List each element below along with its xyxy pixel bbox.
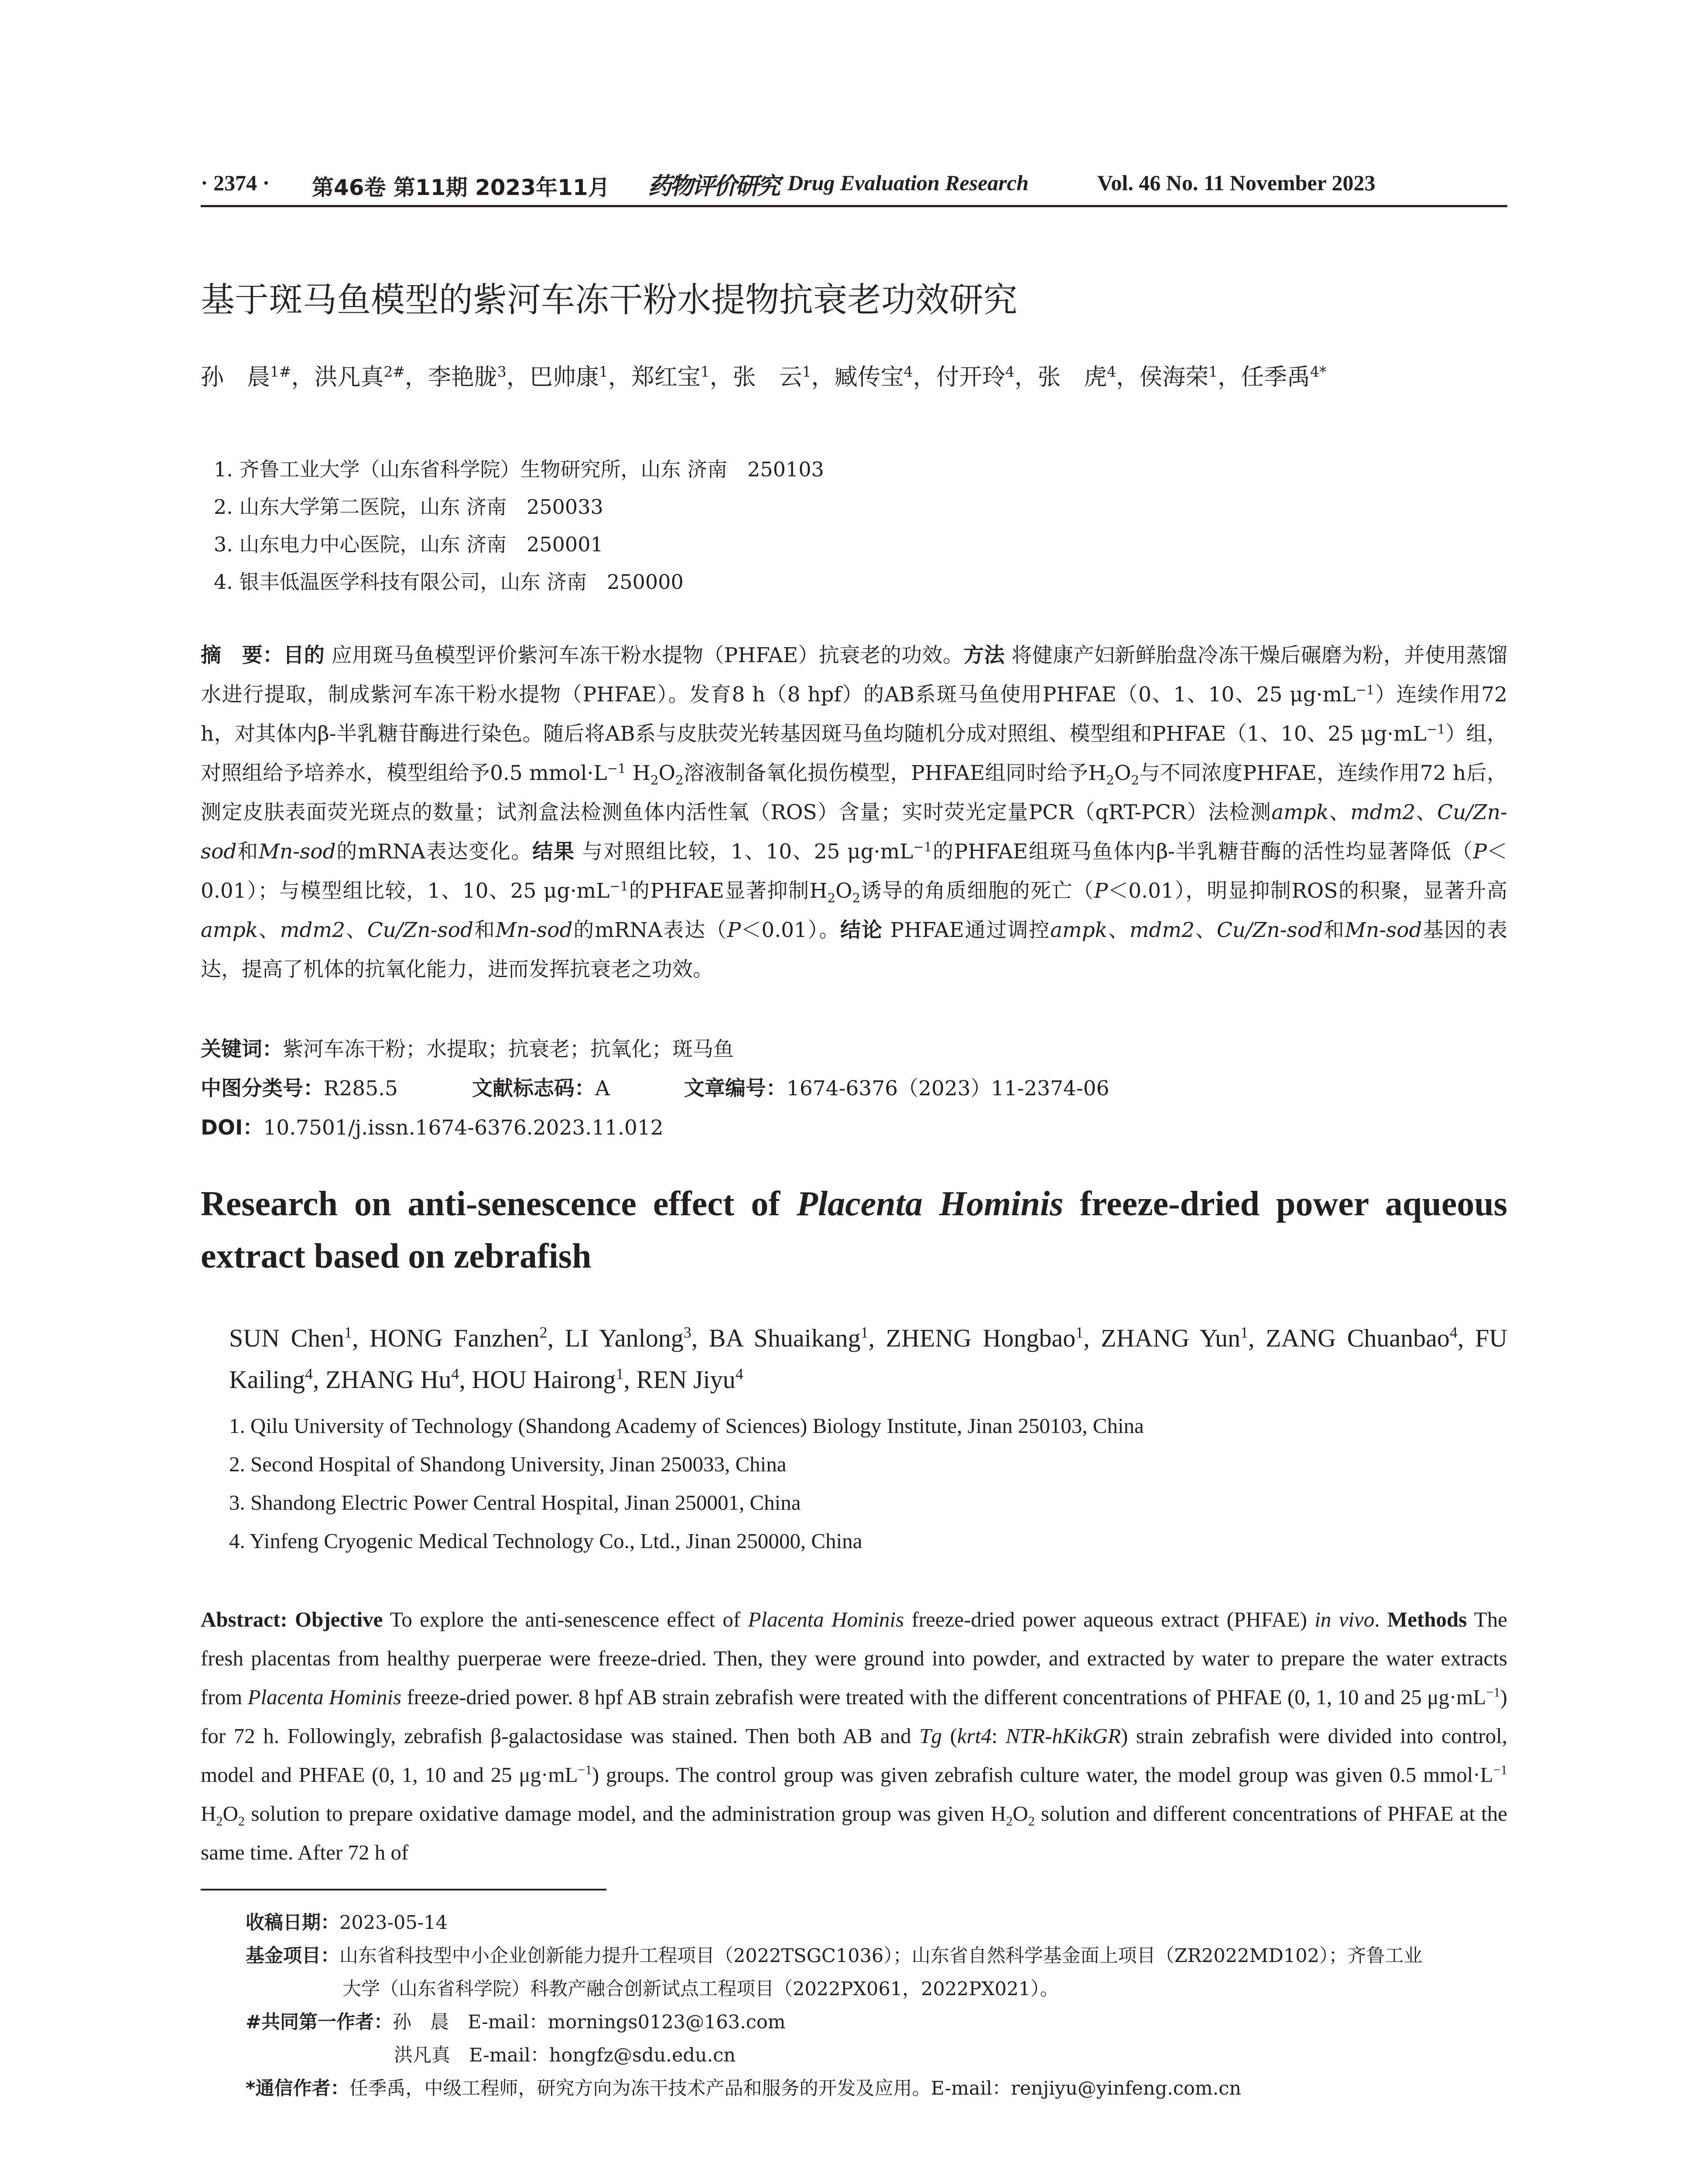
footnote-first-authors: #共同第一作者：孙 晨 E-mail：mornings0123@163.com 洪凡真 E-mail：hongfz@sdu.edu.cn	[246, 2011, 786, 2066]
author-cn: 孙 晨$^{1\#}$	[201, 363, 291, 390]
en-affiliation: 3. Shandong Electric Power Central Hospital, Jinan 250001, China	[229, 1490, 801, 1514]
en-affiliation: 1. Qilu University of Technology (Shandong Academy of Sciences) Biology Institute, Jinan 250103, China	[229, 1414, 1144, 1438]
classification-line: 中图分类号：R285.5 文献标志码：A 文章编号：1674-6376（2023）11-2374-06	[201, 1077, 1109, 1101]
author-cn: 张 虎$^4$	[1037, 363, 1116, 390]
author-en: LI Yanlong$^3$	[565, 1323, 691, 1352]
author-cn: 洪凡真$^{2\#}$	[314, 363, 405, 390]
cn-abstract: 摘 要：目的 应用斑马鱼模型评价紫河车冻干粉水提物（PHFAE）抗衰老的功效。方法 将健康产妇新鲜胎盘冷冻干燥后碾磨为粉，并使用蒸馏水进行提取，制成紫河车冻干粉水提物（PHFAE）。发育8 h（8 hpf）的AB系斑马鱼使用PHFAE（0、1、10、25 $\mu g\cdot mL^{-1}$）连续作用72 h，对其体内β-半乳糖苷酶进行染色。随后将AB系与皮肤荧光转基因斑马鱼均随机分成对照组、模型组和PHFAE（1、10、25 $\mu g\cdot mL^{-1}$）组，对照组给予培养水，模型组给予0.5 $mmol\cdot L^{-1}$ $H_2O_2$溶液制备氧化损伤模型，PHFAE组同时给予$H_2O_2$与不同浓度PHFAE，连续作用72 h后，测定皮肤表面荧光斑点的数量；试剂盒法检测鱼体内活性氧（ROS）含量；实时荧光定量PCR（qRT-PCR）法检测ampk、mdm2、Cu/Zn-sod和Mn-sod的mRNA表达变化。结果 与对照组比较，1、10、25 $\mu g\cdot mL^{-1}$的PHFAE组斑马鱼体内β-半乳糖苷酶的活性均显著降低（P＜0.01）；与模型组比较，1、10、25 $\mu g\cdot mL^{-1}$的PHFAE显著抑制$H_2O_2$诱导的角质细胞的死亡（P＜0.01），明显抑制ROS的积聚，显著升高ampk、mdm2、Cu/Zn-sod和Mn-sod的mRNA表达（P＜0.01）。结论 PHFAE通过调控ampk、mdm2、Cu/Zn-sod和Mn-sod基因的表达，提高了机体的抗氧化能力，进而发挥抗衰老之功效。	[201, 643, 1508, 981]
footnote-funding: 基金项目：山东省科技型中小企业创新能力提升工程项目（2022TSGC1036）；山东省自然科学基金面上项目（ZR2022MD102）；齐鲁工业 大学（山东省科学院）科教产融合创新试点工程项目（2022PX061，2022PX021）。	[246, 1945, 1423, 2000]
author-en: ZHANG Yun$^1$	[1101, 1323, 1249, 1352]
issue-cn: 第46卷 第11期 2023年11月	[312, 175, 610, 200]
cn-author-list: 孙 晨$^{1\#}$，洪凡真$^{2\#}$，李艳胧$^3$，巴帅康$^1$，郑红宝$^1$，张 云$^1$，臧传宝$^4$，付开玲$^4$，张 虎$^4$，侯海荣$^1$，任季禹$^{4*}$	[201, 363, 1327, 390]
author-cn: 臧传宝$^4$	[834, 363, 913, 390]
cn-affiliation: 1. 齐鲁工业大学（山东省科学院）生物研究所，山东 济南 250103	[214, 458, 824, 481]
author-en: ZHENG Hongbao$^1$	[886, 1323, 1084, 1352]
cn-affiliation: 4. 银丰低温医学科技有限公司，山东 济南 250000	[214, 570, 684, 594]
author-cn: 付开玲$^4$	[936, 363, 1015, 390]
journal-logo-cn: 药物评价研究	[648, 172, 779, 200]
en-title: Research on anti-senescence effect of Placenta Hominis freeze-dried power aqueous extract based on zebrafish	[201, 1185, 1508, 1275]
journal-name-en: Drug Evaluation Research	[787, 171, 1029, 195]
author-en: FU Kailing$^4$	[229, 1324, 1508, 1394]
footnote-rule	[201, 1889, 606, 1890]
author-en: HOU Hairong$^1$	[472, 1365, 624, 1394]
author-cn: 李艳胧$^3$	[428, 363, 507, 390]
cn-affiliation: 2. 山东大学第二医院，山东 济南 250033	[214, 495, 603, 519]
keywords: 关键词：紫河车冻干粉；水提取；抗衰老；抗氧化；斑马鱼	[201, 1037, 734, 1061]
author-en: HONG Fanzhen$^2$	[370, 1323, 548, 1352]
issue-en: Vol. 46 No. 11 November 2023	[1097, 171, 1376, 195]
footnote-received: 收稿日期：2023-05-14	[246, 1912, 448, 1934]
doi-line: DOI：10.7501/j.issn.1674-6376.2023.11.012	[201, 1116, 664, 1140]
header-rule	[201, 205, 1507, 207]
author-en: REN Jiyu$^4$	[636, 1365, 743, 1394]
en-affiliation: 2. Second Hospital of Shandong University, Jinan 250033, China	[229, 1452, 787, 1476]
page-number: · 2374 ·	[201, 171, 270, 195]
cn-title: 基于斑马鱼模型的紫河车冻干粉水提物抗衰老功效研究	[201, 280, 1018, 320]
author-en: ZANG Chuanbao$^4$	[1266, 1323, 1458, 1352]
en-affiliation: 4. Yinfeng Cryogenic Medical Technology Co., Ltd., Jinan 250000, China	[229, 1529, 863, 1553]
author-cn: 郑红宝$^1$	[631, 363, 710, 390]
author-en: SUN Chen$^1$	[229, 1323, 352, 1352]
en-abstract: Abstract: Objective To explore the anti-senescence effect of Placenta Hominis freeze-dried power aqueous extract (PHFAE) in vivo. Methods The fresh placentas from healthy puerperae were freeze-dried. Then, they were ground into powder, and extracted by water to prepare the water extracts from Placenta Hominis freeze-dried power. 8 hpf AB strain zebrafish were treated with the different concentrations of PHFAE (0, 1, 10 and 25 $\mu g\cdot mL^{-1}$) for 72 h. Followingly, zebrafish β-galactosidase was stained. Then both AB and Tg (krt4: NTR-hKikGR) strain zebrafish were divided into control, model and PHFAE (0, 1, 10 and 25 $\mu g\cdot mL^{-1}$) groups. The control group was given zebrafish culture water, the model group was given 0.5 $mmol\cdot L^{-1}$ $H_2O_2$ solution to prepare oxidative damage model, and the administration group was given $H_2O_2$ solution and different concentrations of PHFAE at the same time. After 72 h of	[201, 1607, 1508, 1864]
cn-affiliation: 3. 山东电力中心医院，山东 济南 250001	[214, 533, 603, 556]
author-cn: 张 云$^1$	[732, 363, 811, 390]
author-cn: 侯海荣$^1$	[1139, 363, 1218, 390]
author-cn: 巴帅康$^1$	[529, 363, 608, 390]
running-header	[201, 167, 1507, 202]
author-en: ZHANG Hu$^4$	[325, 1365, 459, 1394]
author-en: BA Shuaikang$^1$	[709, 1323, 869, 1352]
footnote-corresponding: *通信作者：任季禹，中级工程师，研究方向为冻干技术产品和服务的开发及应用。E-mail：renjiyu@yinfeng.com.cn	[246, 2078, 1242, 2099]
author-cn: 任季禹$^{4*}$	[1241, 363, 1327, 390]
en-author-list: SUN Chen$^1$, HONG Fanzhen$^2$, LI Yanlong$^3$, BA Shuaikang$^1$, ZHENG Hongbao$^1$, ZHANG Yun$^1$, ZANG Chuanbao$^4$, FU Kailing$^4$, ZHANG Hu$^4$, HOU Hairong$^1$, REN Jiyu$^4$	[229, 1323, 1508, 1394]
